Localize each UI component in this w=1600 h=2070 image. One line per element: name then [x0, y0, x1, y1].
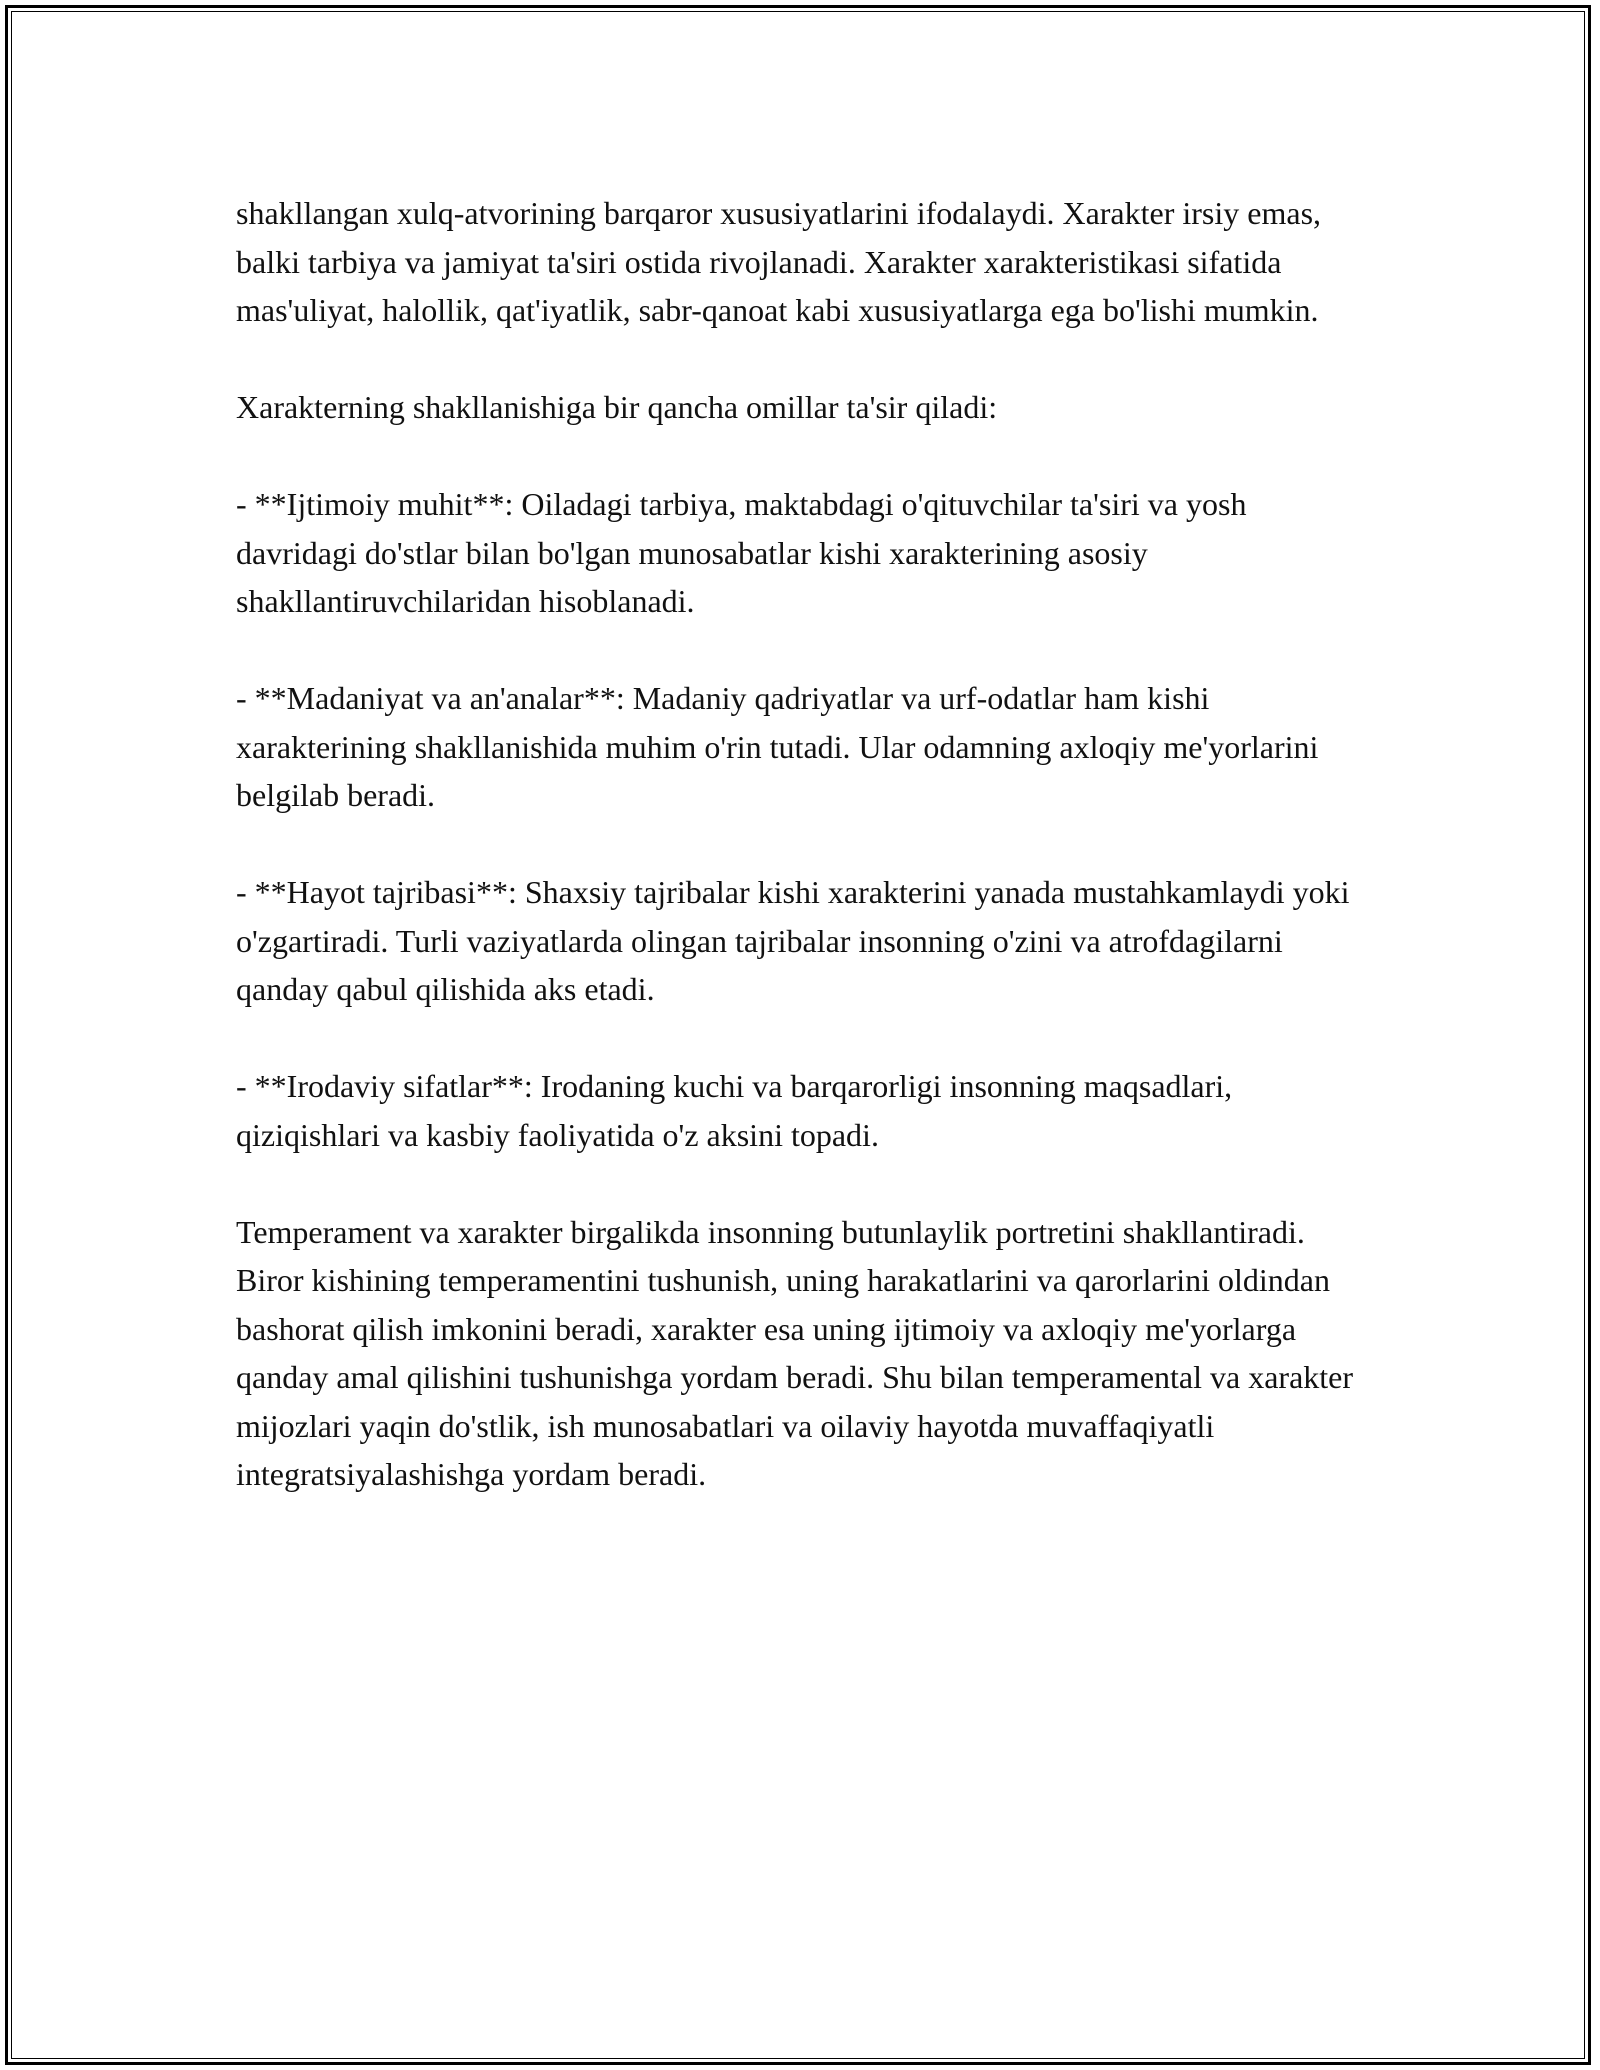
paragraph-character-definition: shakllangan xulq-atvorining barqaror xususiyatlarini ifodalaydi. Xarakter irsiy emas, balki tarbiya va jamiyat ta'siri ostida rivojlanadi. Xarakter xarakteristikasi sifatida mas'uliyat, halollik, qat'iyatlik, sabr-qanoat kabi xususiyatlarga ega bo'lishi mumkin. — [236, 195, 1322, 328]
paragraph-conclusion: Temperament va xarakter birgalikda insonning butunlaylik portretini shakllantiradi. Biror kishining temperamentini tushunish, uning harakatlarini va qarorlarini oldindan bashorat qilish imkonini beradi, xarakter esa uning ijtimoiy va axloqiy me'yorlarga qanday amal qilishini tushunishga yordam beradi. Shu bilan temperamental va xarakter mijozlari yaqin do'stlik, ish munosabatlari va oilaviy hayotda muvaffaqiyatli integratsiyalashishga yordam beradi. — [236, 1213, 1354, 1492]
list-item-volitional-qualities: - **Irodaviy sifatlar**: Irodaning kuchi va barqarorligi insonning maqsadlari, qiziqishlari va kasbiy faoliyatida o'z aksini topadi. — [236, 1068, 1233, 1153]
paragraph-factors-intro: Xarakterning shakllanishiga bir qancha omillar ta'sir qiladi: — [236, 389, 998, 425]
document-body — [236, 189, 1370, 1499]
list-item-culture-traditions: - **Madaniyat va an'analar**: Madaniy qadriyatlar va urf-odatlar ham kishi xarakterining shakllanishida muhim o'rin tutadi. Ular odamning axloqiy me'yorlarini belgilab beradi. — [236, 680, 1319, 813]
list-item-life-experience: - **Hayot tajribasi**: Shaxsiy tajribalar kishi xarakterini yanada mustahkamlaydi yoki o'zgartiradi. Turli vaziyatlarda olingan tajribalar insonning o'zini va atrofdagilarni qanday qabul qilishida aks etadi. — [236, 874, 1350, 1007]
list-item-social-environment: - **Ijtimoiy muhit**: Oiladagi tarbiya, maktabdagi o'qituvchilar ta'siri va yosh davridagi do'stlar bilan bo'lgan munosabatlar kishi xarakterining asosiy shakllantiruvchilaridan hisoblanadi. — [236, 486, 1247, 619]
